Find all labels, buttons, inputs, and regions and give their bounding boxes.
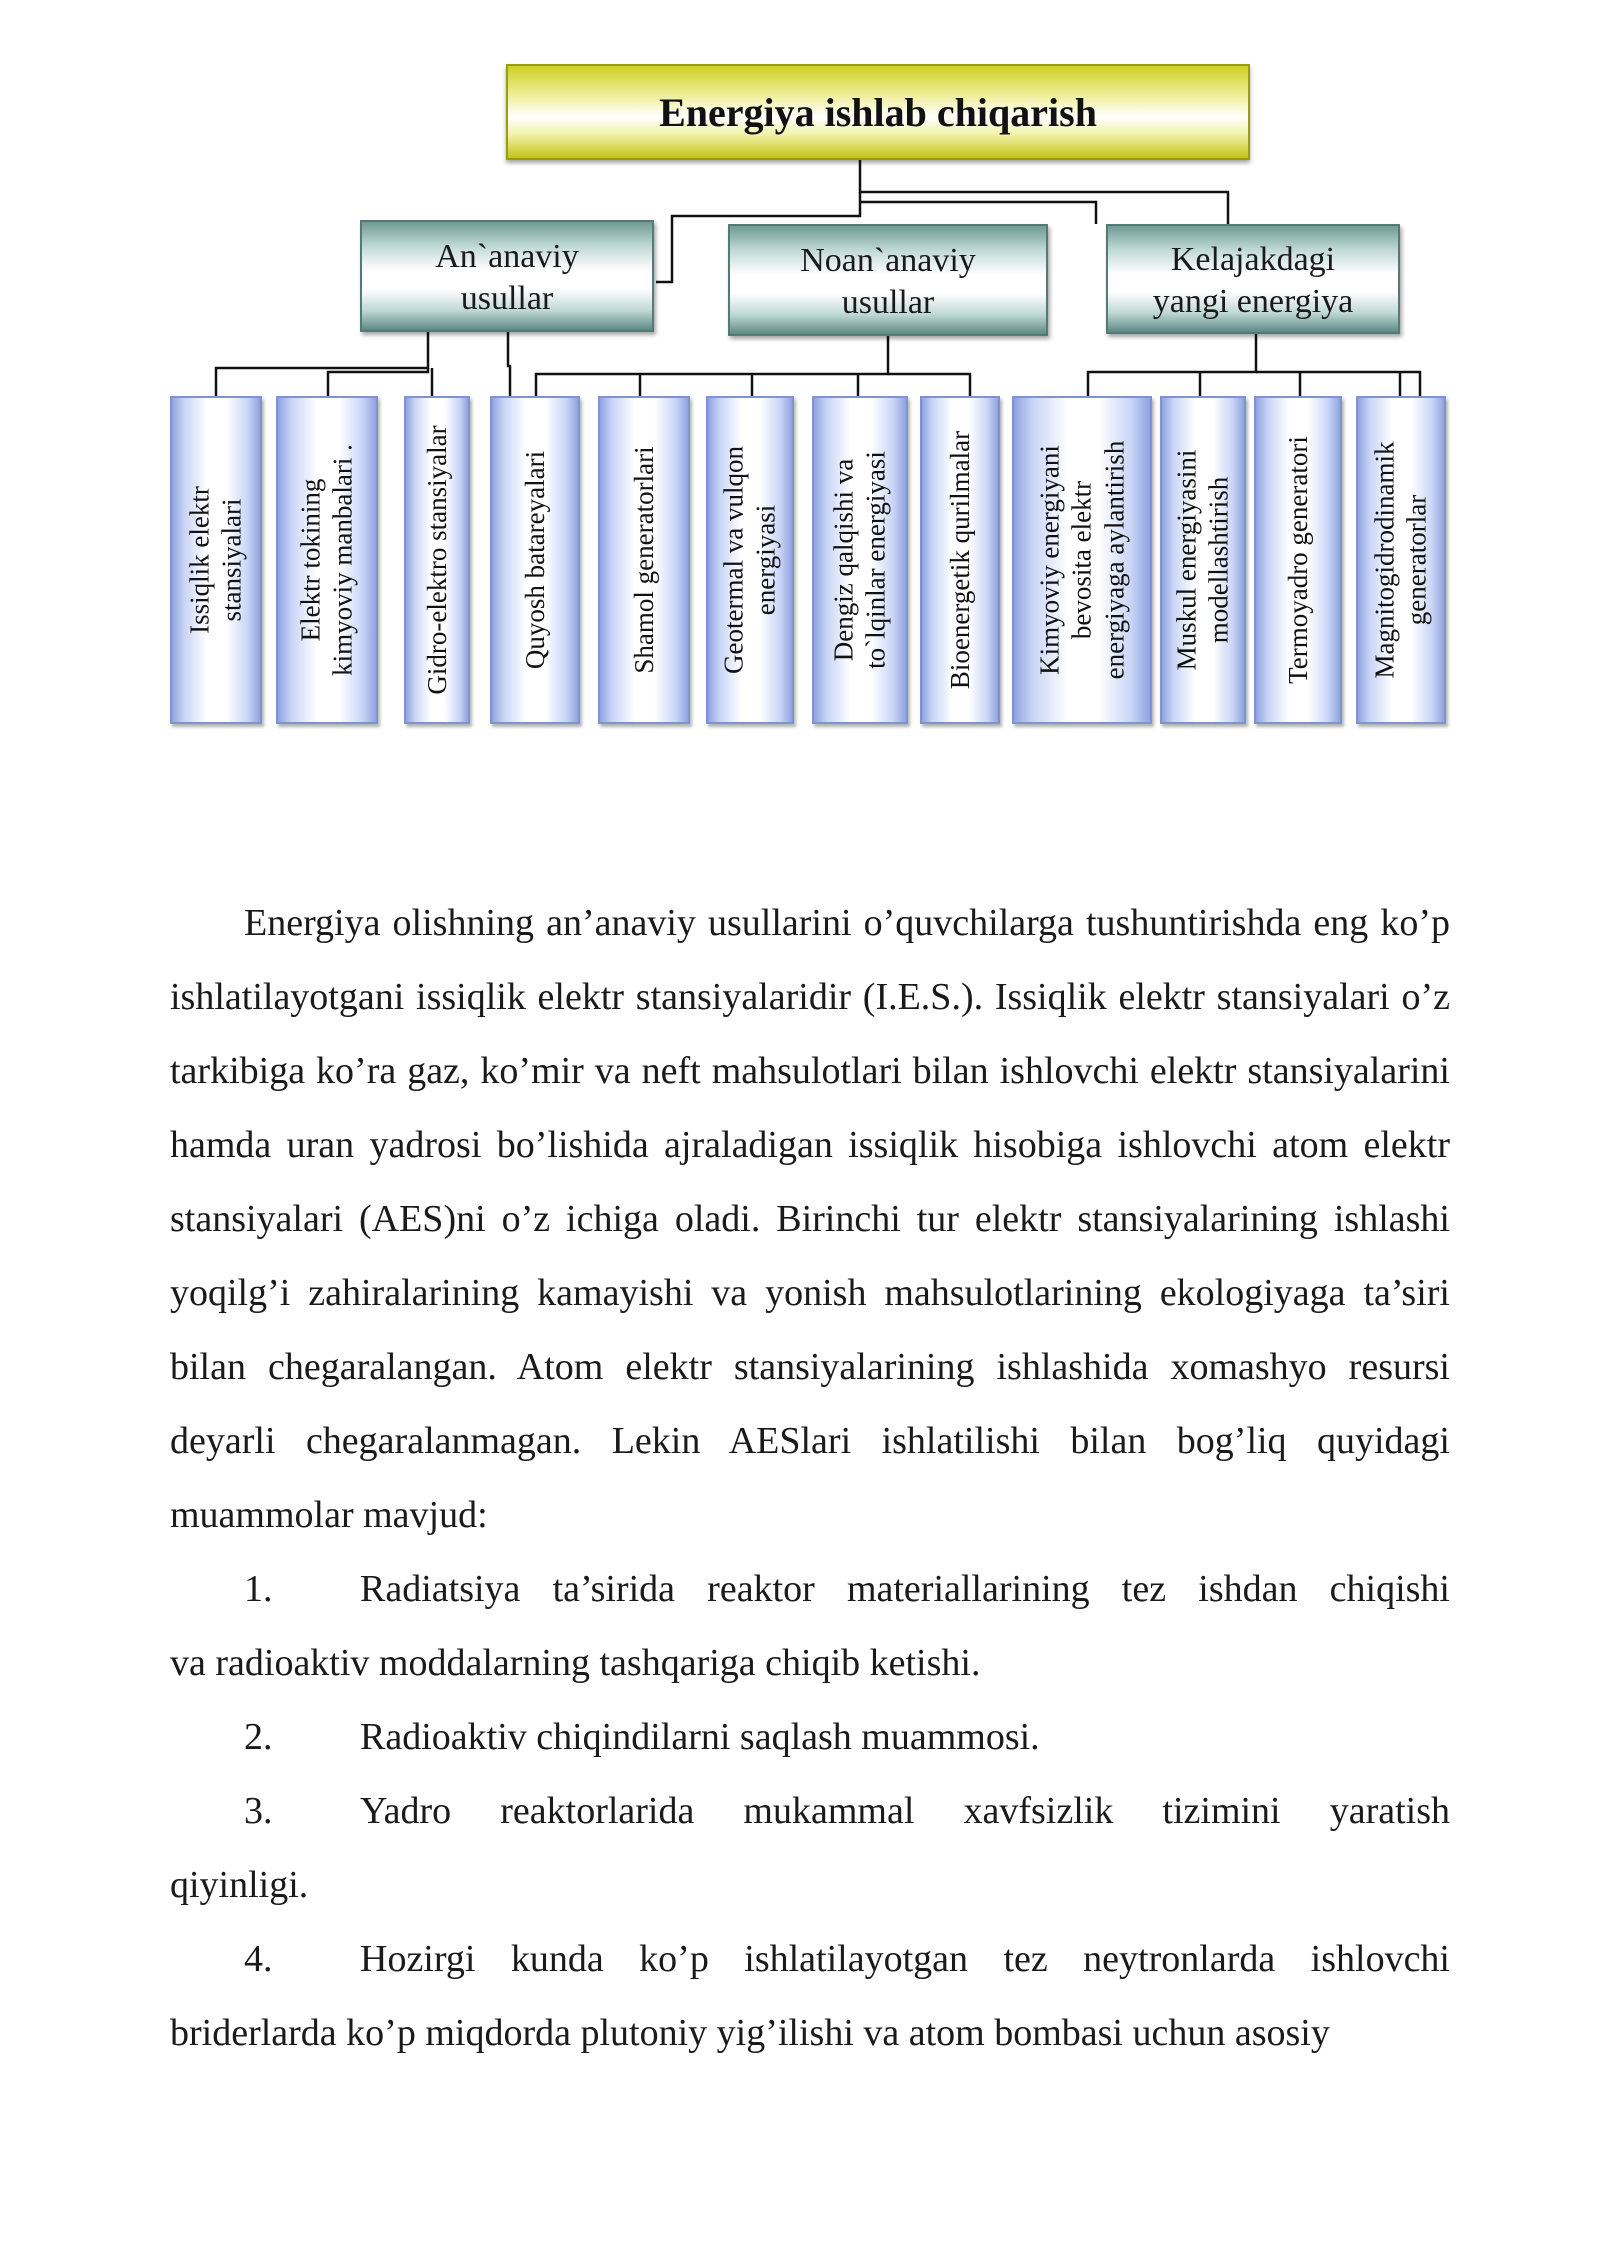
leaf-box-8 <box>920 396 1000 724</box>
leaf-label-12: Magnitogidrodinamik generatorlar <box>1369 441 1432 679</box>
list-number-3: 3. <box>244 1790 273 1832</box>
leaf-label-3: Gidro-elektro stansiyalar <box>421 425 452 695</box>
leaf-label-8: Bioenergetik qurilmalar <box>944 430 975 690</box>
leaf-box-12 <box>1356 396 1446 724</box>
leaf-label-10: Muskul energiyasini modellashtirish <box>1171 449 1234 671</box>
connector-ananaviy-c <box>508 330 510 396</box>
list-first-line-4: Hozirgi kunda ko’p ishlatilayotgan tez neytronlarda ishlovchi <box>360 1938 1450 1980</box>
connector-noan-b <box>888 374 970 396</box>
group-box-ananaviy <box>360 220 654 332</box>
leaf-box-6 <box>706 396 794 724</box>
diagram-root-box <box>506 64 1250 160</box>
leaf-box-1 <box>170 396 262 724</box>
list-item-3 <box>170 1774 1450 1848</box>
leaf-box-7 <box>812 396 908 724</box>
group-box-kelajakdagi <box>1106 224 1400 334</box>
list-number-2: 2. <box>244 1716 273 1758</box>
connector-root-kelajak <box>860 160 1228 224</box>
connector-root-noananaviy <box>860 202 1096 224</box>
group-label-kelajakdagi: Kelajakdagi yangi energiya <box>1152 240 1354 320</box>
leaf-label-2: Elektr tokining kimyoviy manbalari . <box>295 444 358 676</box>
list-item-2 <box>170 1700 1450 1774</box>
group-box-noananaviy <box>728 224 1048 336</box>
group-label-noananaviy: Noan`anaviy usullar <box>800 241 976 321</box>
list-item-1 <box>170 1552 1450 1626</box>
leaf-label-5: Shamol generatorlari <box>628 446 659 674</box>
list-continuation-4: briderlarda ko’p miqdorda plutoniy yig’ilishi va atom bombasi uchun asosiy <box>170 2012 1330 2054</box>
leaf-label-9: Kimyoviy energiyani bevosita elektr energiyaga aylantirish <box>1034 440 1130 680</box>
leaf-box-5 <box>598 396 690 724</box>
list-continuation-3: qiyinligi. <box>170 1864 309 1906</box>
body-text <box>170 886 1450 2070</box>
connector-ananaviy-a <box>216 330 428 396</box>
leaf-box-9 <box>1012 396 1152 724</box>
leaf-label-7: Dengiz qalqishi va to`lqinlar energiyasi <box>828 451 891 669</box>
leaf-label-1: Issiqlik elektr stansiyalari <box>184 486 247 634</box>
list-number-4: 4. <box>244 1938 273 1980</box>
leaf-box-4 <box>490 396 580 724</box>
connector-kel-a <box>1088 334 1256 396</box>
leaf-box-3 <box>404 396 470 724</box>
intro-paragraph: Energiya olishning an’anaviy usullarini o’quvchilarga tushuntirishda eng ko’p ishlatilayotgani issiqlik elektr stansiyalaridir (I.E.S.). Issiqlik elektr stansiyalari o’z tarkibiga ko’ra gaz, ko’mir va neft mahsulotlari bilan ishlovchi elektr stansiyalarini hamda uran yadrosi bo’lishida ajraladigan issiqlik hisobiga ishlovchi atom elektr stansiyalari (AES)ni o’z ichiga oladi. Birinchi tur elektr stansiyalarining ishlashi yoqilg’i zahiralarining kamayishi va yonish mahsulotlarining ekologiyaga ta’siri bilan chegaralangan. Atom elektr stansiyalarining ishlashida xomashyo resursi deyarli chegaralanmagan. Lekin AESlari ishlatilishi bilan bog’liq quyidagi muammolar mavjud: <box>170 902 1450 1536</box>
list-number-1: 1. <box>244 1568 273 1610</box>
list-first-line-3: Yadro reaktorlarida mukammal xavfsizlik tizimini yaratish <box>360 1790 1450 1832</box>
connector-kel-b <box>1256 372 1420 396</box>
list-first-line-1: Radiatsiya ta’sirida reaktor materiallarining tez ishdan chiqishi <box>360 1568 1450 1610</box>
list-first-line-2: Radioaktiv chiqindilarni saqlash muammosi. <box>360 1716 1040 1758</box>
leaf-box-10 <box>1160 396 1246 724</box>
connector-ananaviy-b <box>328 368 428 396</box>
list-continuation-1: va radioaktiv moddalarning tashqariga chiqib ketishi. <box>170 1642 981 1684</box>
list-item-4 <box>170 1922 1450 1996</box>
diagram-root-label: Energiya ishlab chiqarish <box>659 89 1097 135</box>
leaf-label-6: Geotermal va vulqon energiyasi <box>718 446 781 674</box>
leaf-box-2 <box>276 396 378 724</box>
leaf-label-4: Quyosh batareyalari <box>519 450 550 670</box>
leaf-label-11: Termoyadro generatori <box>1282 436 1313 684</box>
leaf-box-11 <box>1254 396 1342 724</box>
group-label-ananaviy: An`anaviy usullar <box>435 237 579 317</box>
connector-noan-a <box>536 336 888 396</box>
